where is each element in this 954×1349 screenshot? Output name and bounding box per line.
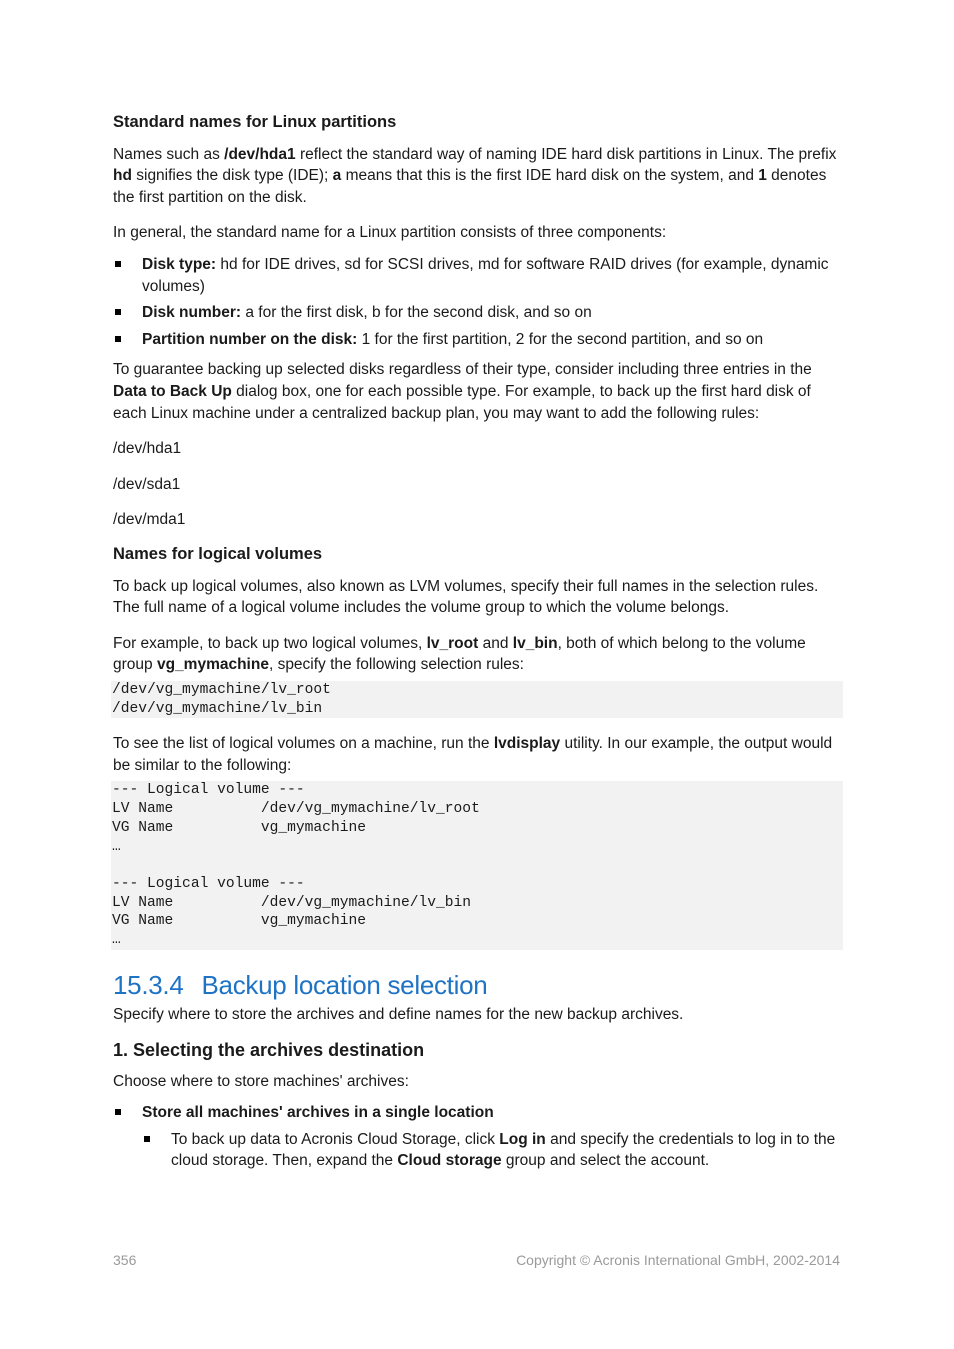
heading-linux-partitions: Standard names for Linux partitions (113, 113, 397, 131)
paragraph-specify-store: Specify where to store the archives and define names for the new backup archives. (113, 1006, 684, 1024)
paragraph-standard-names: Names such as /dev/hda1 reflect the standard way of naming IDE hard disk partitions in Linux. The prefix hd signifies the disk type (IDE); a means that this is the first IDE hard disk on the system, and 1 denotes the first partition on the disk. (113, 145, 837, 206)
rule-hda1: /dev/hda1 (113, 440, 182, 458)
destination-list (113, 1102, 843, 1124)
section-heading-backup-location: 15.3.4 Backup location selection (113, 969, 488, 1000)
list-item-partition-number: Partition number on the disk: 1 for the first partition, 2 for the second partition, and so on (113, 329, 843, 351)
heading-logical-volumes: Names for logical volumes (113, 544, 323, 563)
heading-archives-destination: 1. Selecting the archives destination (113, 1039, 425, 1060)
paragraph-components: In general, the standard name for a Linux partition consists of three components: (113, 224, 667, 242)
list-item-disk-type: Disk type: hd for IDE drives, sd for SCSI drives, md for software RAID drives (for example, dynamic volumes) (113, 254, 843, 297)
rule-mda1: /dev/mda1 (113, 511, 186, 529)
rule-sda1: /dev/sda1 (113, 475, 181, 493)
paragraph-example: For example, to back up two logical volumes, lv_root and lv_bin, both of which belong to the volume group vg_mymachine, specify the following selection rules: (113, 634, 806, 674)
page-number: 356 (113, 1252, 137, 1268)
destination-sub-list (113, 1129, 843, 1172)
list-item-single-location: Store all machines' archives in a single location (113, 1102, 843, 1124)
paragraph-choose-where: Choose where to store machines' archives: (113, 1072, 409, 1090)
document-page (113, 112, 843, 1172)
list-item-cloud-storage: To back up data to Acronis Cloud Storage, click Log in and specify the credentials to log in to the cloud storage. Then, expand the Cloud storage group and select the account. (142, 1129, 843, 1172)
paragraph-guarantee: To guarantee backing up selected disks regardless of their type, consider including three entries in the Data to Back Up dialog box, one for each possible type. For example, to back up the first hard disk of each Linux machine under a centralized backup plan, you may want to add the following rules: (113, 361, 812, 422)
code-block-lvdisplay-output: --- Logical volume --- LV Name /dev/vg_mymachine/lv_root VG Name vg_mymachine … --- Logical volume --- LV Name /dev/vg_mymachine/lv_bin VG Name vg_mymachine … (111, 781, 843, 949)
code-block-selection-rules: /dev/vg_mymachine/lv_root /dev/vg_mymachine/lv_bin (111, 681, 843, 718)
paragraph-lvm: To back up logical volumes, also known as LVM volumes, specify their full names in the selection rules. The full name of a logical volume includes the volume group to which the volume belongs. (113, 577, 819, 617)
paragraph-lvdisplay: To see the list of logical volumes on a machine, run the lvdisplay utility. In our example, the output would be similar to the following: (113, 735, 833, 774)
list-item-disk-number: Disk number: a for the first disk, b for the second disk, and so on (113, 302, 843, 324)
copyright-notice: Copyright © Acronis International GmbH, 2002-2014 (516, 1252, 840, 1268)
component-list (113, 254, 843, 350)
